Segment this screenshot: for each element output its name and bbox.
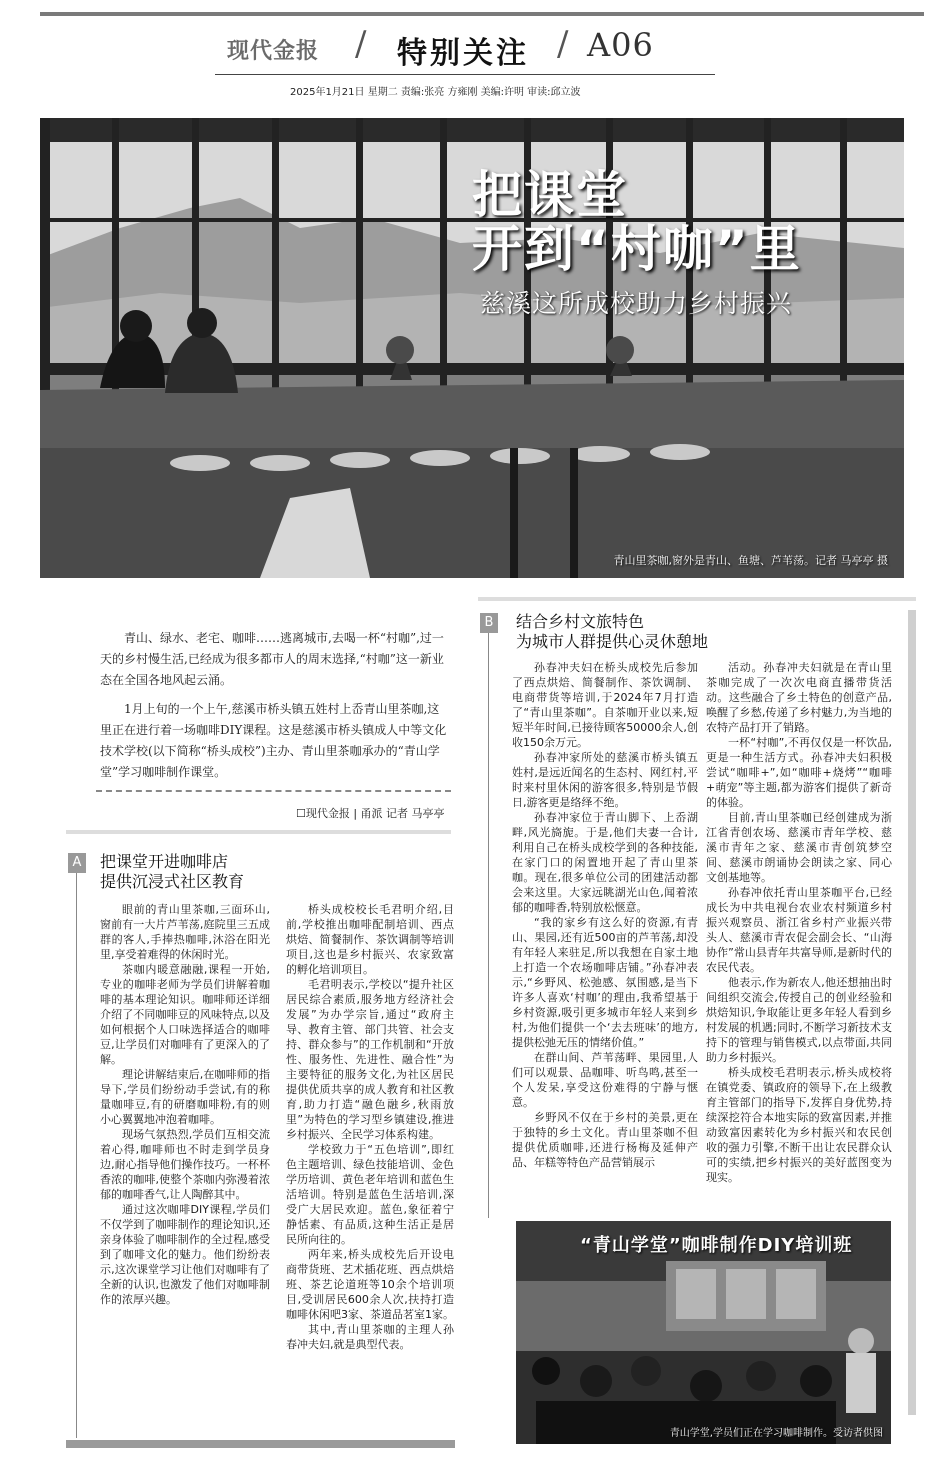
masthead [215,24,715,74]
article-paragraph: 孙春冲依托青山里茶咖平台,已经成长为中共电视台农业农村频道乡村振兴观察员、浙江省乡村产业振兴带头人、慈溪市青农促会副会长、“山海协作”常山县青年共富导师,是新时代的农民代表。 [706,886,892,974]
article-column [706,660,892,1185]
rule-decoration [66,1440,455,1448]
article-paragraph: “我的家乡有这么好的资源,有青山、果园,还有近500亩的芦苇荡,却没有年轻人来驻足,所以我想在自家土地上打造一个农场咖啡店铺。”孙春冲表示,“乡野风、松弛感、氛围感,是当下许多人喜欢‘村咖’的理由,我希望基于乡村资源,吸引更多城市年轻人来到乡村,为他们提供一个‘去去班味’的地方,提供松弛无压的情绪价值。” [512,916,698,1049]
photo-caption: 青山学堂,学员们正在学习咖啡制作。受访者供图 [669,1428,883,1439]
top-rule [40,12,924,16]
dateline: 2025年1月21日 星期二 责编:张亮 方雍刚 美编:许明 审读:邱立波 [290,87,581,98]
article-paragraph: 茶咖内暖意融融,课程一开始,专业的咖啡老师为学员们讲解着咖啡的基本理论知识。咖啡师还详细介绍了不同咖啡豆的风味特点,以及如何根据个人口味选择适合的咖啡豆,让学员们对咖啡有了更深入的了解。 [100,963,270,1066]
subheadline: 慈溪这所成校助力乡村振兴 [480,289,793,318]
byline: ☐现代金报 | 甬派 记者 马亭亭 [296,807,445,820]
masthead-divider: / [355,24,367,64]
article-paragraph: 桥头成校校长毛君明介绍,目前,学校推出咖啡配制培训、西点烘焙、简餐制作、茶饮调制等培训项目,这也是乡村振兴、农家致富的孵化培训项目。 [286,903,454,976]
headline-line: 把课堂 [472,166,628,224]
headline-line: 开到“村咖”里 [472,220,802,278]
article-paragraph: 两年来,桥头成校先后开设电商带货班、艺术插花班、西点烘焙班、茶艺论道班等10余个培训项目,受训居民600余人次,扶持打造咖啡休闲吧3家、茶道品茗室1家。 [286,1248,454,1321]
section-name: 特别关注 [397,36,529,71]
rule-decoration [478,597,916,601]
lead-paragraph: 1月上旬的一个上午,慈溪市桥头镇五姓村上岙青山里茶咖,这里正在进行着一场咖啡DIY课程。这是慈溪市桥头镇成人中等文化技术学校(以下简称“桥头成校”)主办、青山里茶咖承办的“青山学堂”学习咖啡制作课堂。 [100,702,447,779]
section-rule [488,633,489,1218]
masthead-divider: / [557,24,569,64]
article-paragraph: 他表示,作为新农人,他还想抽出时间组织交流会,传授自己的创业经验和烘焙知识,争取能让更多年轻人看到乡村发展的机遇;同时,不断学习新技术支持下的管理与销售模式,以点带面,共同助力乡村振兴。 [706,976,892,1064]
section-heading-line: 结合乡村文旅特色 [516,612,645,631]
article-paragraph: 其中,青山里茶咖的主理人孙春冲夫妇,就是典型代表。 [286,1323,454,1351]
page-number: A06 [587,26,654,64]
rule-decoration [66,830,451,834]
article-paragraph: 一杯“村咖”,不再仅仅是一杯饮品,更是一种生活方式。孙春冲夫妇积极尝试“咖啡+”,如“咖啡+烧烤”“咖啡+萌宠”等主题,都为游客们提供了新奇的体验。 [706,736,892,809]
class-photo [516,1221,891,1444]
article-paragraph: 活动。孙春冲夫妇就是在青山里茶咖完成了一次次电商直播带货活动。这些融合了乡土特色的创意产品,唤醒了乡愁,传递了乡村魅力,为当地的农特产品打开了销路。 [706,661,892,734]
article-column [286,902,454,1352]
section-rule [76,873,77,1438]
article-paragraph: 毛君明表示,学校以“提升社区居民综合素质,服务地方经济社会发展”为办学宗旨,通过“政府主导、教育主管、部门共管、社会支持、群众参与”的工作机制和“开放性、服务性、先进性、融合性”为主要特征的服务文化,为社区居民提供优质共享的成人教育和社区教育,助力打造“融色融乡,秋雨放里”为特色的学习型乡镇建设,推进乡村振兴、全民学习体系构建。 [286,978,454,1141]
article-paragraph: 孙春冲家所处的慈溪市桥头镇五姓村,是远近闻名的生态村、网红村,平时来村里休闲的游客很多,特别是节假日,游客更是络绎不绝。 [512,751,698,809]
section-heading-b [516,612,708,652]
article-paragraph: 孙春冲家位于青山脚下、上岙湖畔,风光旖旎。于是,他们夫妻一合计,利用自己在桥头成校学到的各种技能,在家门口的闲置地开起了青山里茶咖。现在,很多单位公司的团建活动都会来这里。大家远眺湖光山色,闻着浓郁的咖啡香,特别放松惬意。 [512,811,698,914]
class-banner: “青山学堂”咖啡制作DIY培训班 [580,1235,853,1256]
article-paragraph: 理论讲解结束后,在咖啡师的指导下,学员们纷纷动手尝试,有的称量咖啡豆,有的研磨咖啡粉,有的则小心翼翼地冲泡着咖啡。 [100,1068,270,1126]
masthead-rule [215,74,715,75]
section-marker-b: B [480,613,498,633]
rule-decoration [908,610,916,1415]
section-heading-line: 提供沉浸式社区教育 [100,872,245,891]
section-marker-a: A [68,853,86,873]
article-paragraph: 现场气氛热烈,学员们互相交流着心得,咖啡师也不时走到学员身边,耐心指导他们操作技巧。一杯杯香浓的咖啡,使整个茶咖内弥漫着浓郁的咖啡香气,让人陶醉其中。 [100,1128,270,1201]
article-paragraph: 目前,青山里茶咖已经创建成为浙江省青创农场、慈溪市青年学校、慈溪市青年之家、慈溪市青创筑梦空间、慈溪市朗诵协会朗读之家、同心文创基地等。 [706,811,892,884]
hero-photo [40,118,904,578]
article-paragraph: 桥头成校毛君明表示,桥头成校将在镇党委、镇政府的领导下,在上级教育主管部门的指导下,发挥自身优势,持续深挖符合本地实际的致富因素,并推动致富因素转化为乡村振兴和农民创收的强力引擎,不断干出让农民群众认可的实绩,把乡村振兴的美好蓝图变为现实。 [706,1066,892,1184]
dashed-divider [96,790,451,792]
article-column [512,660,698,1170]
article-paragraph: 眼前的青山里茶咖,三面环山,窗前有一大片芦苇荡,庭院里三五成群的客人,手捧热咖啡,沐浴在阳光里,享受着难得的休闲时光。 [100,903,270,961]
photo-caption: 青山里茶咖,窗外是青山、鱼塘、芦苇荡。记者 马亭亭 摄 [613,554,888,567]
article-column [100,902,270,1307]
section-heading-line: 为城市人群提供心灵休憩地 [516,632,709,651]
lead-paragraph: 青山、绿水、老宅、咖啡……逃离城市,去喝一杯“村咖”,过一天的乡村慢生活,已经成为很多都市人的周末选择,“村咖”这一新业态在全国各地风起云涌。 [100,631,444,687]
lead-paragraphs [100,628,450,791]
article-paragraph: 孙春冲夫妇在桥头成校先后参加了西点烘焙、简餐制作、茶饮调制、电商带货等培训,于2024年7月打造了“青山里茶咖”。自茶咖开业以来,短短半年时间,已接待顾客50000余人,创收150余万元。 [512,661,698,749]
paper-name: 现代金报 [227,38,320,64]
article-paragraph: 学校致力于“五色培训”,即红色主题培训、绿色技能培训、金色学历培训、黄色老年培训和蓝色生活培训。特别是蓝色生活培训,深受广大居民欢迎。蓝色,象征着宁静恬素、有品质,这种生活正是居民所向往的。 [286,1143,454,1246]
article-paragraph: 在群山间、芦苇荡畔、果园里,人们可以观景、品咖啡、听鸟鸣,甚至一个人发呆,享受这份难得的宁静与惬意。 [512,1051,698,1109]
section-heading-line: 把课堂开进咖啡店 [100,852,229,871]
article-paragraph: 通过这次咖啡DIY课程,学员们不仅学到了咖啡制作的理论知识,还亲身体验了咖啡制作的全过程,感受到了咖啡文化的魅力。他们纷纷表示,这次课堂学习让他们对咖啡有了全新的认识,也激发了他们对咖啡制作的浓厚兴趣。 [100,1203,270,1306]
headline [472,168,802,276]
section-heading-a [100,852,244,892]
article-paragraph: 乡野风不仅在于乡村的美景,更在于独特的乡土文化。青山里茶咖不但提供优质咖啡,还进行杨梅及延伸产品、年糕等特色产品营销展示 [512,1111,698,1169]
